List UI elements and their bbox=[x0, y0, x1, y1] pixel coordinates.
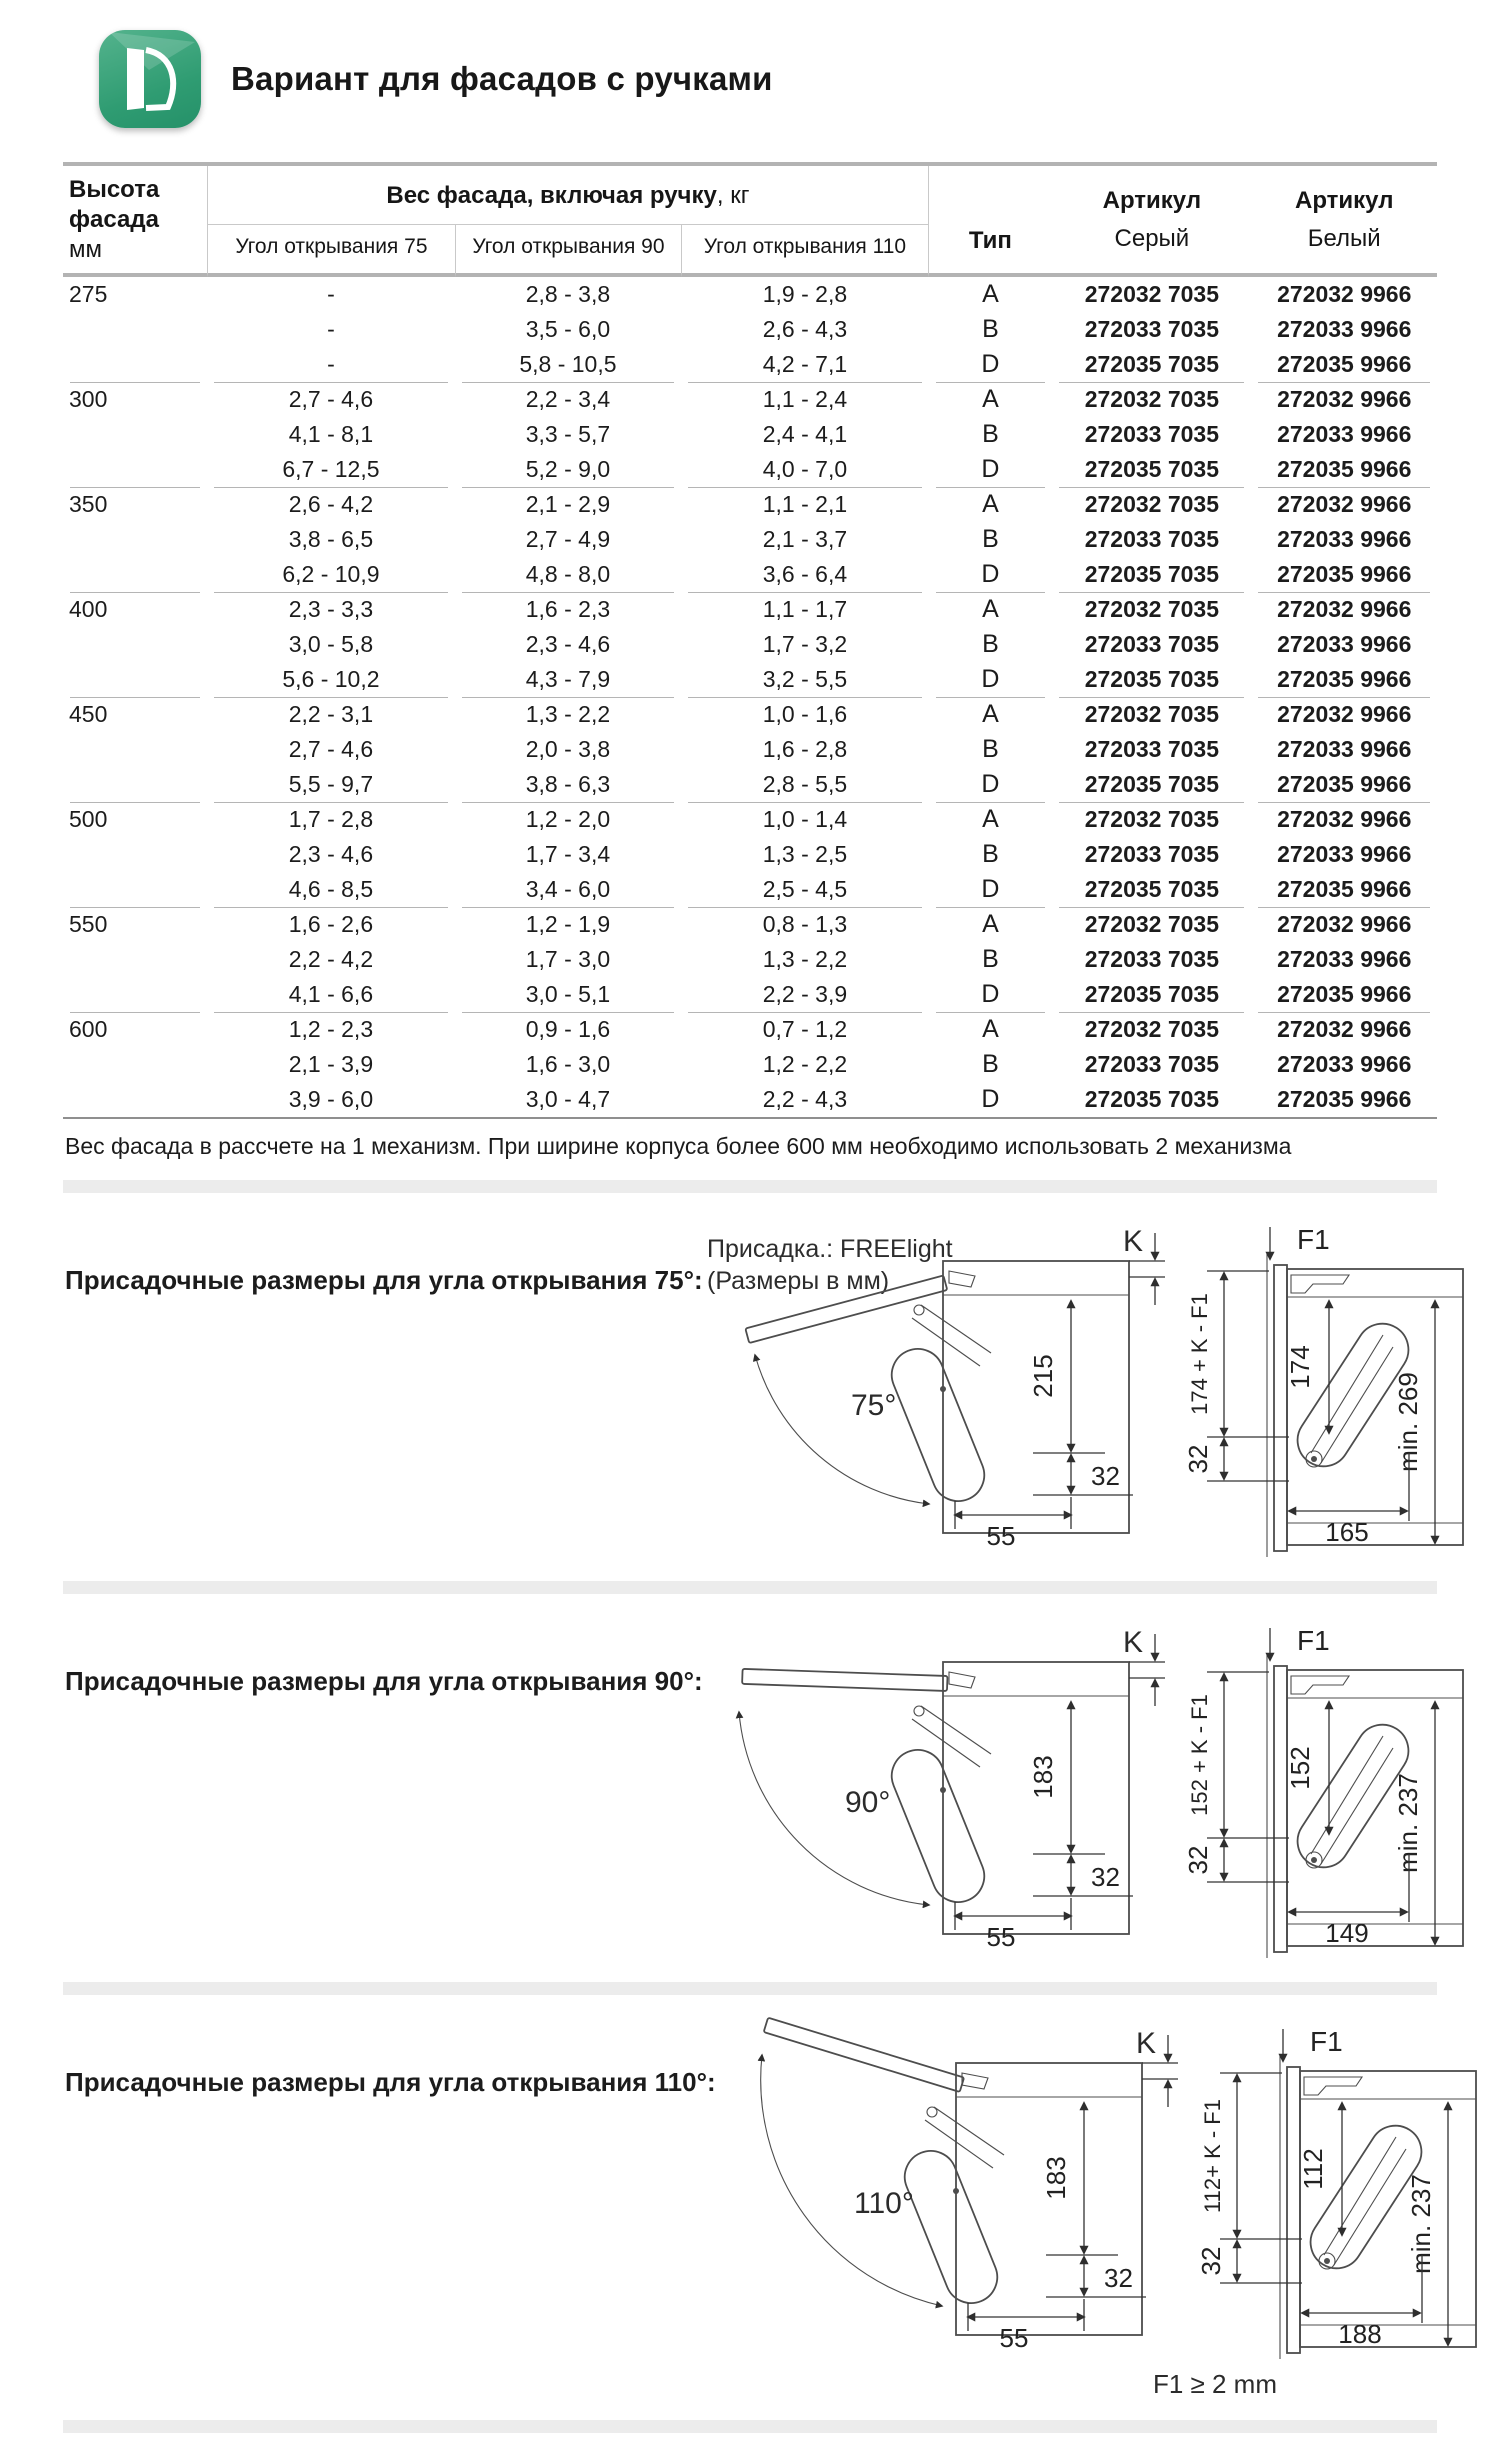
weight-75-cell: 2,7 - 4,6 bbox=[207, 382, 454, 417]
table-row bbox=[63, 487, 1437, 522]
weight-110-cell: 1,0 - 1,6 bbox=[681, 697, 928, 732]
type-cell: D bbox=[981, 350, 1000, 378]
section-90-heading: Присадочные размеры для угла открывания 90°: bbox=[65, 1666, 703, 1696]
article-grey-cell: 272032 7035 bbox=[1052, 382, 1251, 417]
type-cell: B bbox=[982, 525, 999, 553]
article-grey-cell: 272035 7035 bbox=[1084, 771, 1220, 797]
dim-arm: 174 bbox=[1284, 1345, 1315, 1389]
table-row bbox=[63, 1012, 1437, 1047]
weight-90-cell: 2,0 - 3,8 bbox=[525, 736, 611, 762]
angle-label: 75° bbox=[850, 1389, 897, 1422]
weight-110-cell: 3,6 - 6,4 bbox=[762, 561, 848, 587]
height-cell bbox=[63, 557, 207, 592]
weight-90-cell: 1,7 - 3,0 bbox=[525, 946, 611, 972]
article-grey-cell: 272035 7035 bbox=[1084, 456, 1220, 482]
type-cell: D bbox=[981, 560, 1000, 588]
section-divider bbox=[63, 1581, 1437, 1594]
weight-90-cell: 1,6 - 2,3 bbox=[455, 592, 682, 627]
height-cell: 400 bbox=[63, 592, 207, 627]
section-75 bbox=[63, 1213, 1437, 1561]
open-diagram-110 bbox=[716, 2015, 1186, 2350]
section-110-diagrams bbox=[716, 2015, 1490, 2363]
col-header-angle-75: Угол открывания 75 bbox=[207, 224, 454, 277]
type-cell: A bbox=[929, 907, 1053, 942]
dim-offset: 32 bbox=[1195, 2246, 1226, 2276]
height-cell: 450 bbox=[63, 697, 207, 732]
article-grey-cell: 272033 7035 bbox=[1084, 841, 1220, 867]
table-row bbox=[63, 347, 1437, 382]
opening-arc bbox=[755, 1355, 929, 1504]
weight-110-cell: 2,2 - 4,3 bbox=[762, 1086, 848, 1112]
article-grey-cell: 272032 7035 bbox=[1084, 281, 1220, 307]
article-grey-cell: 272035 7035 bbox=[1084, 876, 1220, 902]
table-row bbox=[63, 522, 1437, 557]
table-row bbox=[63, 767, 1437, 802]
flap-open bbox=[763, 2018, 963, 2092]
article-grey-cell: 272033 7035 bbox=[1084, 736, 1220, 762]
dim-offset: 32 bbox=[1182, 1444, 1213, 1474]
weight-75-cell: 1,2 - 2,3 bbox=[207, 1012, 454, 1047]
dim-arm: 152 bbox=[1284, 1746, 1315, 1790]
dim-formula: 112+ K - F1 bbox=[1199, 2099, 1225, 2213]
type-cell: B bbox=[982, 420, 999, 448]
height-cell bbox=[63, 942, 207, 977]
article-grey-cell: 272032 7035 bbox=[1052, 592, 1251, 627]
height-cell: 550 bbox=[63, 907, 207, 942]
table-row bbox=[63, 452, 1437, 487]
lift-arm bbox=[884, 1341, 992, 1509]
weight-75-cell: 2,6 - 4,2 bbox=[207, 487, 454, 522]
section-divider bbox=[63, 1982, 1437, 1995]
table-row bbox=[63, 1047, 1437, 1082]
section-75-heading: Присадочные размеры для угла открывания 75°: bbox=[65, 1265, 703, 1295]
weight-110-cell: 0,8 - 1,3 bbox=[681, 907, 928, 942]
table-row bbox=[63, 662, 1437, 697]
article-white-cell: 272035 9966 bbox=[1277, 771, 1412, 797]
height-cell: 300 bbox=[63, 382, 207, 417]
table-row bbox=[63, 592, 1437, 627]
weight-90-cell: 2,2 - 3,4 bbox=[455, 382, 682, 417]
weight-75-cell: 2,1 - 3,9 bbox=[288, 1051, 374, 1077]
weight-75-cell: 6,7 - 12,5 bbox=[282, 456, 380, 482]
col-header-height bbox=[63, 166, 207, 277]
weight-110-cell: 2,2 - 3,9 bbox=[762, 981, 848, 1007]
article-white-cell: 272035 9966 bbox=[1277, 876, 1412, 902]
weight-75-cell: - bbox=[327, 281, 335, 307]
weight-75-cell: 2,3 - 4,6 bbox=[288, 841, 374, 867]
article-white-cell: 272033 9966 bbox=[1277, 631, 1412, 657]
weight-75-cell: 2,7 - 4,6 bbox=[288, 736, 374, 762]
weight-90-cell: 3,5 - 6,0 bbox=[525, 316, 611, 342]
weight-90-cell: 4,8 - 8,0 bbox=[525, 561, 611, 587]
open-diagram-90 bbox=[703, 1614, 1173, 1949]
weight-110-cell: 1,3 - 2,5 bbox=[762, 841, 848, 867]
dim-width: 188 bbox=[1337, 2319, 1382, 2349]
article-grey-cell: 272035 7035 bbox=[1084, 666, 1220, 692]
article-grey-cell: 272032 7035 bbox=[1052, 802, 1251, 837]
diagram-caption-line2: (Размеры в мм) bbox=[706, 1267, 889, 1295]
flap-closed bbox=[1287, 2067, 1300, 2353]
dim-k: K bbox=[1122, 1626, 1143, 1659]
page-bottom-divider bbox=[63, 2420, 1437, 2433]
article-white-cell: 272032 9966 bbox=[1251, 697, 1437, 732]
dim-f1: F1 bbox=[1296, 1224, 1330, 1255]
flap-door-icon-glyph bbox=[99, 30, 201, 128]
article-white-cell: 272035 9966 bbox=[1277, 981, 1412, 1007]
weight-110-cell: 1,3 - 2,2 bbox=[762, 946, 848, 972]
top-bracket bbox=[1291, 1275, 1349, 1293]
height-cell bbox=[63, 1082, 207, 1117]
top-bracket bbox=[1291, 1676, 1349, 1694]
section-divider bbox=[63, 1180, 1437, 1193]
height-cell bbox=[63, 1047, 207, 1082]
article-grey-cell: 272032 7035 bbox=[1052, 697, 1251, 732]
type-cell: B bbox=[982, 1050, 999, 1078]
weight-90-cell: 1,3 - 2,2 bbox=[455, 697, 682, 732]
height-cell: 350 bbox=[63, 487, 207, 522]
dim-min: min. 237 bbox=[1392, 1773, 1423, 1873]
weight-90-cell: 3,8 - 6,3 bbox=[525, 771, 611, 797]
article-white-cell: 272033 9966 bbox=[1277, 316, 1412, 342]
weight-75-cell: 3,0 - 5,8 bbox=[288, 631, 374, 657]
weight-90-cell: 2,1 - 2,9 bbox=[455, 487, 682, 522]
weight-90-cell: 1,7 - 3,4 bbox=[525, 841, 611, 867]
weight-75-cell: 1,7 - 2,8 bbox=[207, 802, 454, 837]
weight-75-cell: 2,2 - 4,2 bbox=[288, 946, 374, 972]
article-white-cell: 272033 9966 bbox=[1277, 526, 1412, 552]
weight-75-cell: - bbox=[327, 351, 335, 377]
weight-90-cell: 1,2 - 1,9 bbox=[455, 907, 682, 942]
diagram-caption-line1: Присадка.: FREElight bbox=[706, 1235, 953, 1263]
dim-f1: F1 bbox=[1309, 2026, 1343, 2057]
height-cell bbox=[63, 347, 207, 382]
height-cell bbox=[63, 837, 207, 872]
section-90 bbox=[63, 1614, 1437, 1962]
table-row bbox=[63, 277, 1437, 312]
type-cell: A bbox=[929, 382, 1053, 417]
article-white-cell: 272032 9966 bbox=[1251, 592, 1437, 627]
type-cell: A bbox=[929, 592, 1053, 627]
hinge-bracket bbox=[949, 1271, 975, 1287]
weight-110-cell: 3,2 - 5,5 bbox=[762, 666, 848, 692]
type-cell: A bbox=[929, 1012, 1053, 1047]
height-cell bbox=[63, 417, 207, 452]
weight-110-cell: 1,1 - 1,7 bbox=[681, 592, 928, 627]
flap-door-icon bbox=[99, 30, 201, 128]
dim-min: min. 269 bbox=[1392, 1372, 1423, 1472]
article-white-cell: 272035 9966 bbox=[1277, 666, 1412, 692]
type-cell: A bbox=[929, 802, 1053, 837]
col-header-weight-unit: , кг bbox=[716, 182, 750, 209]
weight-90-cell: 3,0 - 4,7 bbox=[525, 1086, 611, 1112]
section-110 bbox=[63, 2015, 1437, 2363]
weight-75-cell: 4,6 - 8,5 bbox=[288, 876, 374, 902]
weight-90-cell: 3,4 - 6,0 bbox=[525, 876, 611, 902]
article-grey-cell: 272033 7035 bbox=[1084, 1051, 1220, 1077]
height-cell bbox=[63, 662, 207, 697]
height-cell: 600 bbox=[63, 1012, 207, 1047]
weight-110-cell: 1,1 - 2,4 bbox=[681, 382, 928, 417]
type-cell: D bbox=[981, 665, 1000, 693]
height-cell bbox=[63, 767, 207, 802]
weight-table-body bbox=[63, 277, 1437, 1117]
dim-f1: F1 bbox=[1296, 1625, 1330, 1656]
page-header bbox=[99, 30, 1437, 128]
angle-label: 90° bbox=[844, 1786, 891, 1819]
weight-90-cell: 0,9 - 1,6 bbox=[455, 1012, 682, 1047]
type-cell: A bbox=[982, 280, 999, 308]
dim-height: 215 bbox=[1027, 1354, 1058, 1398]
table-row bbox=[63, 557, 1437, 592]
article-grey-cell: 272032 7035 bbox=[1052, 487, 1251, 522]
article-label: Артикул bbox=[1294, 187, 1394, 215]
weight-90-cell: 5,2 - 9,0 bbox=[525, 456, 611, 482]
weight-90-cell: 2,8 - 3,8 bbox=[525, 281, 611, 307]
weight-110-cell: 2,8 - 5,5 bbox=[762, 771, 848, 797]
table-row bbox=[63, 837, 1437, 872]
angle-label: 110° bbox=[853, 2187, 914, 2220]
article-white-cell: 272032 9966 bbox=[1251, 802, 1437, 837]
type-cell: A bbox=[929, 487, 1053, 522]
weight-75-cell: 2,3 - 3,3 bbox=[207, 592, 454, 627]
weight-75-cell: 4,1 - 8,1 bbox=[288, 421, 374, 447]
closed-diagram-75 bbox=[1177, 1213, 1477, 1561]
dim-offset: 32 bbox=[1090, 1461, 1120, 1491]
article-white-cell: 272035 9966 bbox=[1277, 351, 1412, 377]
flap-closed bbox=[1274, 1265, 1287, 1551]
type-cell: B bbox=[982, 840, 999, 868]
article-white-cell: 272033 9966 bbox=[1277, 946, 1412, 972]
type-cell: D bbox=[981, 770, 1000, 798]
article-grey-cell: 272033 7035 bbox=[1084, 526, 1220, 552]
table-row bbox=[63, 977, 1437, 1012]
weight-110-cell: 2,5 - 4,5 bbox=[762, 876, 848, 902]
weight-75-cell: 6,2 - 10,9 bbox=[282, 561, 380, 587]
table-row bbox=[63, 942, 1437, 977]
article-label: Артикул bbox=[1102, 187, 1202, 215]
table-row bbox=[63, 907, 1437, 942]
article-white-cell: 272033 9966 bbox=[1277, 841, 1412, 867]
col-header-angle-90: Угол открывания 90 bbox=[455, 224, 682, 277]
article-white-cell: 272033 9966 bbox=[1277, 736, 1412, 762]
opening-arc bbox=[760, 2055, 941, 2306]
article-white-cell: 272032 9966 bbox=[1251, 487, 1437, 522]
weight-table-wrap bbox=[63, 162, 1437, 1119]
weight-90-cell: 1,2 - 2,0 bbox=[455, 802, 682, 837]
weight-110-cell: 1,6 - 2,8 bbox=[762, 736, 848, 762]
col-header-type: Тип bbox=[929, 166, 1053, 277]
weight-75-cell: 1,6 - 2,6 bbox=[207, 907, 454, 942]
dim-height: 183 bbox=[1040, 2156, 1071, 2200]
dim-k: K bbox=[1135, 2027, 1156, 2060]
col-header-article-white bbox=[1251, 166, 1437, 277]
dim-offset: 32 bbox=[1103, 2263, 1133, 2293]
table-row bbox=[63, 802, 1437, 837]
weight-110-cell: 4,2 - 7,1 bbox=[762, 351, 848, 377]
dim-width: 149 bbox=[1324, 1918, 1369, 1948]
weight-90-cell: 2,7 - 4,9 bbox=[525, 526, 611, 552]
height-cell: 500 bbox=[63, 802, 207, 837]
article-white-cell: 272035 9966 bbox=[1277, 456, 1412, 482]
hinge-bracket bbox=[949, 1672, 975, 1688]
article-grey-cell: 272033 7035 bbox=[1084, 631, 1220, 657]
height-cell bbox=[63, 312, 207, 347]
weight-90-cell: 1,6 - 3,0 bbox=[525, 1051, 611, 1077]
dim-formula: 152 + K - F1 bbox=[1186, 1694, 1212, 1816]
closed-diagram-110 bbox=[1190, 2015, 1490, 2363]
article-white-cell: 272032 9966 bbox=[1251, 907, 1437, 942]
section-110-heading: Присадочные размеры для угла открывания 110°: bbox=[65, 2067, 716, 2097]
article-white-cell: 272035 9966 bbox=[1277, 561, 1412, 587]
article-white-cell: 272032 9966 bbox=[1277, 281, 1412, 307]
weight-110-cell: 1,7 - 3,2 bbox=[762, 631, 848, 657]
dim-width: 165 bbox=[1324, 1517, 1369, 1547]
weight-110-cell: 2,1 - 3,7 bbox=[762, 526, 848, 552]
dim-depth: 55 bbox=[999, 2323, 1029, 2350]
height-cell: 275 bbox=[69, 281, 108, 307]
weight-75-cell: 4,1 - 6,6 bbox=[288, 981, 374, 1007]
hinge-bracket bbox=[962, 2073, 988, 2089]
article-white-cell: 272035 9966 bbox=[1277, 1086, 1412, 1112]
article-white-cell: 272032 9966 bbox=[1251, 382, 1437, 417]
table-row bbox=[63, 1082, 1437, 1117]
article-grey-cell: 272032 7035 bbox=[1052, 907, 1251, 942]
closed-diagram-90 bbox=[1177, 1614, 1477, 1962]
table-row bbox=[63, 732, 1437, 767]
article-grey-cell: 272035 7035 bbox=[1084, 981, 1220, 1007]
lift-arm bbox=[897, 2143, 1005, 2311]
type-cell: B bbox=[982, 945, 999, 973]
weight-110-cell: 1,9 - 2,8 bbox=[762, 281, 848, 307]
table-row bbox=[63, 382, 1437, 417]
weight-110-cell: 0,7 - 1,2 bbox=[681, 1012, 928, 1047]
f1-note: F1 ≥ 2 mm bbox=[1152, 2369, 1277, 2399]
white-label: Белый bbox=[1307, 224, 1381, 252]
height-cell bbox=[63, 977, 207, 1012]
article-white-cell: 272033 9966 bbox=[1277, 421, 1412, 447]
weight-75-cell: 3,8 - 6,5 bbox=[288, 526, 374, 552]
col-header-angle-110: Угол открывания 110 bbox=[681, 224, 928, 277]
height-cell bbox=[63, 522, 207, 557]
article-white-cell: 272033 9966 bbox=[1277, 1051, 1412, 1077]
dim-depth: 55 bbox=[986, 1922, 1016, 1949]
weight-90-cell: 3,3 - 5,7 bbox=[525, 421, 611, 447]
col-header-height-unit: мм bbox=[69, 235, 102, 263]
article-grey-cell: 272033 7035 bbox=[1084, 946, 1220, 972]
article-white-cell: 272032 9966 bbox=[1251, 1012, 1437, 1047]
table-footnote: Вес фасада в рассчете на 1 механизм. При ширине корпуса более 600 мм необходимо использовать 2 механизма bbox=[65, 1133, 1292, 1159]
weight-110-cell: 2,6 - 4,3 bbox=[762, 316, 848, 342]
section-90-diagrams bbox=[703, 1614, 1477, 1962]
height-cell bbox=[63, 627, 207, 662]
table-row bbox=[63, 417, 1437, 452]
height-cell bbox=[63, 452, 207, 487]
article-grey-cell: 272033 7035 bbox=[1084, 316, 1220, 342]
table-row bbox=[63, 872, 1437, 907]
opening-arc bbox=[739, 1712, 929, 1905]
article-grey-cell: 272035 7035 bbox=[1084, 1086, 1220, 1112]
dim-min: min. 237 bbox=[1405, 2174, 1436, 2274]
article-grey-cell: 272035 7035 bbox=[1084, 351, 1220, 377]
weight-table-head bbox=[63, 166, 1437, 277]
weight-table bbox=[63, 166, 1437, 1117]
page-title: Вариант для фасадов с ручками bbox=[231, 60, 773, 97]
weight-90-cell: 2,3 - 4,6 bbox=[525, 631, 611, 657]
article-grey-cell: 272033 7035 bbox=[1084, 421, 1220, 447]
dim-offset: 32 bbox=[1182, 1845, 1213, 1875]
dim-k: K bbox=[1122, 1225, 1143, 1258]
type-cell: D bbox=[981, 875, 1000, 903]
weight-75-cell: 3,9 - 6,0 bbox=[288, 1086, 374, 1112]
type-cell: A bbox=[929, 697, 1053, 732]
height-cell bbox=[63, 732, 207, 767]
type-cell: D bbox=[981, 455, 1000, 483]
weight-90-cell: 4,3 - 7,9 bbox=[525, 666, 611, 692]
type-cell: B bbox=[982, 315, 999, 343]
flap-closed bbox=[1274, 1666, 1287, 1952]
col-header-article-grey bbox=[1052, 166, 1251, 277]
weight-110-cell: 2,4 - 4,1 bbox=[762, 421, 848, 447]
top-bracket bbox=[1304, 2077, 1362, 2095]
dim-height: 183 bbox=[1027, 1755, 1058, 1799]
weight-75-cell: - bbox=[327, 316, 335, 342]
col-header-height-label: Высота фасада bbox=[69, 175, 160, 233]
type-cell: D bbox=[981, 1085, 1000, 1113]
table-row bbox=[63, 697, 1437, 732]
grey-label: Серый bbox=[1114, 224, 1190, 252]
dim-offset: 32 bbox=[1090, 1862, 1120, 1892]
dim-arm: 112 bbox=[1297, 2148, 1328, 2190]
open-diagram-75 bbox=[703, 1213, 1173, 1548]
col-header-weight-group bbox=[207, 166, 928, 224]
weight-90-cell: 5,8 - 10,5 bbox=[519, 351, 617, 377]
type-cell: B bbox=[982, 630, 999, 658]
dim-depth: 55 bbox=[986, 1521, 1016, 1548]
weight-110-cell: 1,1 - 2,1 bbox=[681, 487, 928, 522]
weight-75-cell: 5,6 - 10,2 bbox=[282, 666, 380, 692]
type-cell: D bbox=[981, 980, 1000, 1008]
flap-open bbox=[742, 1669, 947, 1691]
article-grey-cell: 272032 7035 bbox=[1052, 1012, 1251, 1047]
article-grey-cell: 272035 7035 bbox=[1084, 561, 1220, 587]
lift-arm bbox=[884, 1742, 992, 1910]
dim-formula: 174 + K - F1 bbox=[1186, 1293, 1212, 1415]
weight-110-cell: 4,0 - 7,0 bbox=[762, 456, 848, 482]
table-row bbox=[63, 627, 1437, 662]
weight-75-cell: 5,5 - 9,7 bbox=[288, 771, 374, 797]
section-75-diagrams bbox=[703, 1213, 1477, 1561]
type-cell: B bbox=[982, 735, 999, 763]
weight-110-cell: 1,0 - 1,4 bbox=[681, 802, 928, 837]
weight-110-cell: 1,2 - 2,2 bbox=[762, 1051, 848, 1077]
weight-75-cell: 2,2 - 3,1 bbox=[207, 697, 454, 732]
table-row bbox=[63, 312, 1437, 347]
col-header-weight-label: Вес фасада, включая ручку bbox=[386, 182, 717, 209]
weight-90-cell: 3,0 - 5,1 bbox=[525, 981, 611, 1007]
height-cell bbox=[63, 872, 207, 907]
